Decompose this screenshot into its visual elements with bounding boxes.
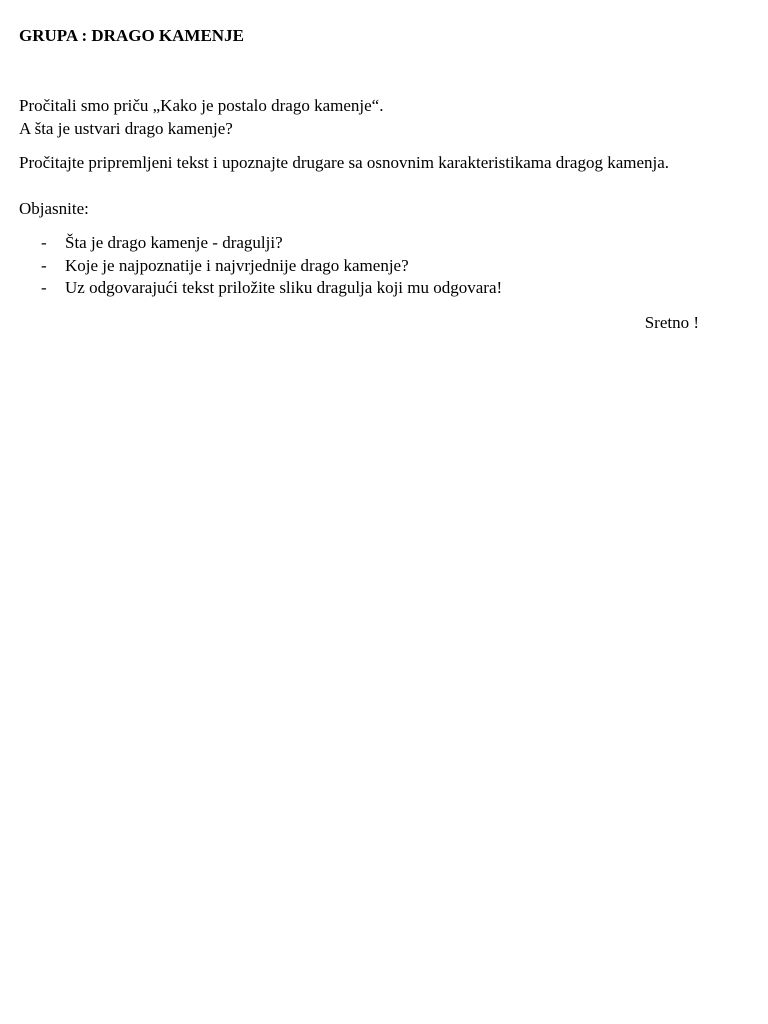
instruction-paragraph: Pročitajte pripremljeni tekst i upoznajte drugare sa osnovnim karakteristikama dragog kamenja. [19, 153, 670, 172]
intro-line-1: Pročitali smo priču „Kako je postalo drago kamenje“. [19, 96, 384, 115]
list-item-text: Koje je najpoznatije i najvrjednije drago kamenje? [65, 255, 409, 275]
list-item-text: Šta je drago kamenje - dragulji? [65, 233, 283, 252]
list-marker: - [41, 255, 47, 275]
closing-text: Sretno ! [644, 313, 699, 332]
list-marker: - [41, 233, 47, 252]
explain-label: Objasnite: [19, 199, 89, 218]
list-item-text: Uz odgovarajući tekst priložite sliku dragulja koji mu odgovara! [65, 278, 503, 297]
intro-line-2: A šta je ustvari drago kamenje? [19, 119, 233, 138]
document-title: GRUPA : DRAGO KAMENJE [19, 26, 244, 45]
list-marker: - [41, 278, 47, 297]
